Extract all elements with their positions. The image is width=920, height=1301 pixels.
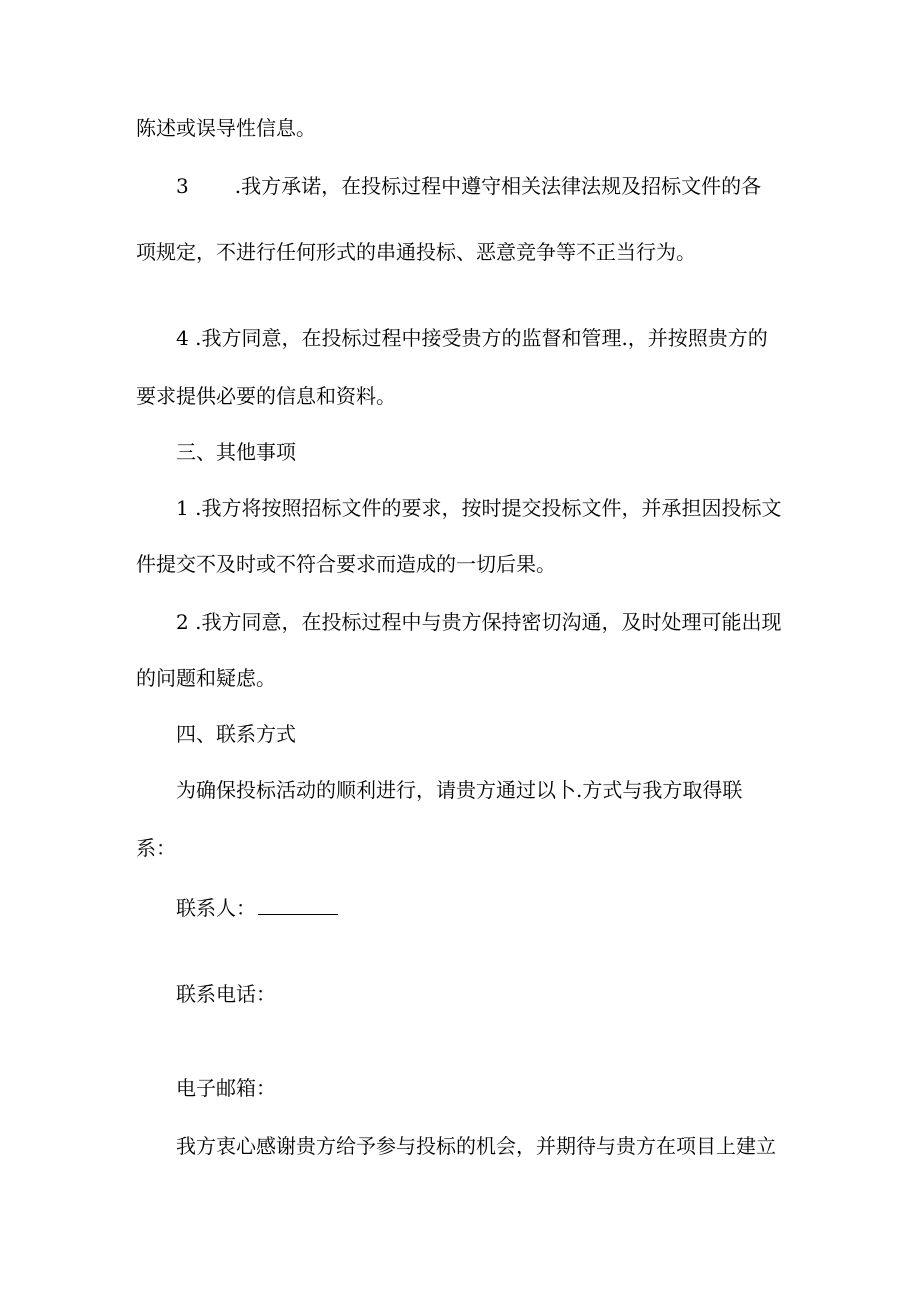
line-text: 2 .我方同意，在投标过程中与贵方保持密切沟通，及时处理可能出现 — [176, 610, 782, 634]
heading-text: 三、其他事项 — [176, 440, 296, 464]
contact-person-blank — [258, 896, 338, 915]
contact-email-line — [176, 1076, 276, 1100]
paragraph-line — [136, 384, 396, 408]
paragraph-line — [136, 240, 696, 264]
paragraph-line — [176, 610, 781, 634]
heading-text: 四、联系方式 — [176, 722, 296, 746]
line-text: 4 .我方同意，在投标过程中接受贵方的监督和管理.，并按照贵方的 — [176, 326, 768, 350]
paragraph-line — [176, 1134, 776, 1158]
line-text: 要求提供必要的信息和资料。 — [136, 384, 396, 408]
paragraph-line — [176, 778, 742, 802]
contact-phone-line — [176, 982, 276, 1006]
line-text: 陈述或误导性信息。 — [136, 116, 316, 140]
line-text: 1 .我方将按照招标文件的要求，按时提交投标文件，并承担因投标文 — [176, 496, 782, 520]
paragraph-line — [136, 552, 556, 576]
paragraph-line — [176, 326, 768, 350]
paragraph-line — [176, 174, 761, 198]
line-text: 件提交不及时或不符合要求而造成的一切后果。 — [136, 552, 556, 576]
section-heading — [176, 440, 296, 464]
line-text: 项规定，不进行任何形式的串通投标、恶意竞争等不正当行为。 — [136, 240, 696, 264]
contact-phone-label: 联系电话： — [176, 982, 276, 1006]
line-text: 为确保投标活动的顺利进行，请贵方通过以卜.方式与我方取得联 — [176, 778, 743, 802]
contact-email-label: 电子邮箱： — [176, 1076, 276, 1100]
paragraph-line — [136, 666, 276, 690]
paragraph-line — [136, 116, 316, 140]
paragraph-line — [136, 836, 176, 860]
paragraph-line — [176, 496, 781, 520]
item-number: 3 — [176, 174, 189, 198]
line-text: .我方承诺，在投标过程中遵守相关法律法规及招标文件的各 — [234, 174, 762, 198]
section-heading — [176, 722, 296, 746]
line-text: 系： — [136, 836, 176, 860]
line-text: 我方衷心感谢贵方给予参与投标的机会，并期待与贵方在项目上建立 — [176, 1134, 776, 1158]
line-text: 的问题和疑虑。 — [136, 666, 276, 690]
contact-person-line — [176, 896, 338, 920]
contact-person-label: 联系人： — [176, 896, 256, 920]
